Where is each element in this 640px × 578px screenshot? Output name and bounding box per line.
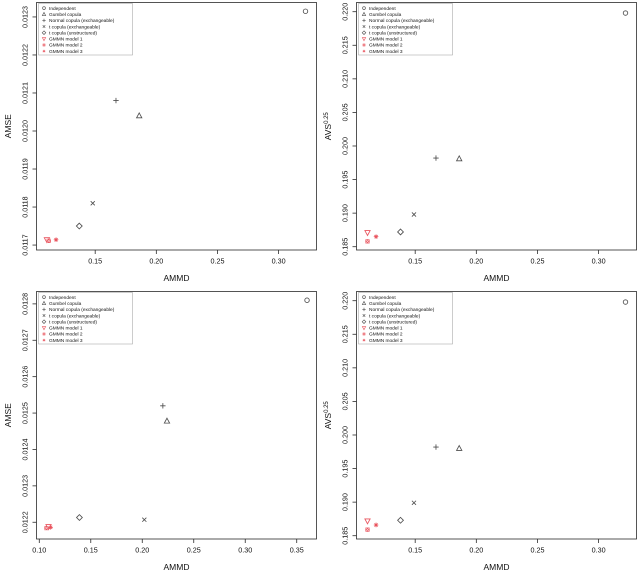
legend-item-7 <box>363 43 403 49</box>
y-tick-label: 0.205 <box>340 103 350 122</box>
legend-item-label: GMMN model 1 <box>49 37 83 43</box>
y-tick-label: 0.215 <box>340 325 350 344</box>
legend-item-8 <box>363 338 403 344</box>
legend-item-label: Independent <box>369 295 396 301</box>
y-tick-label: 0.195 <box>340 459 350 478</box>
legend-item-6 <box>42 326 83 332</box>
legend-item-label: GMMN model 2 <box>369 332 403 338</box>
y-tick-label: 0.185 <box>340 237 350 256</box>
series-gmmn-model-2 <box>47 239 51 243</box>
y-axis-label: AMSE <box>3 114 13 139</box>
legend-item-7 <box>43 43 83 49</box>
panel-top-left <box>0 0 320 289</box>
legend-item-5 <box>362 319 417 325</box>
legend-item-2 <box>362 12 401 18</box>
chart-top-left <box>0 0 320 289</box>
legend-item-label: Gumbel copula <box>369 12 402 18</box>
x-axis <box>32 539 303 555</box>
legend-item-label: t copula (exchangeable) <box>369 25 421 31</box>
legend-item-label: Normal copula (exchangeable) <box>49 308 115 314</box>
y-tick-label: 0.0118 <box>20 196 30 218</box>
legend-item-label: Independent <box>49 295 76 301</box>
legend <box>359 293 453 345</box>
y-tick-label: 0.0128 <box>20 292 30 315</box>
x-tick-label: 0.15 <box>83 545 98 555</box>
x-tick-label: 0.10 <box>32 545 47 555</box>
legend-item-label: t copula (unstructured) <box>369 320 417 326</box>
x-axis-label: AMMD <box>483 562 510 572</box>
legend-item-label: Independent <box>369 6 396 12</box>
legend-item-8 <box>363 49 403 55</box>
y-axis-label: $AVS^{0.25}$ <box>323 401 333 430</box>
legend-item-label: Normal copula (exchangeable) <box>369 308 435 314</box>
y-axis-label: AMSE <box>3 403 13 428</box>
legend-item-label: Gumbel copula <box>49 12 82 18</box>
x-axis <box>408 250 605 266</box>
chart-bottom-left <box>0 289 320 578</box>
legend-item-label: t copula (unstructured) <box>49 320 97 326</box>
x-tick-label: 0.35 <box>289 545 304 555</box>
legend-item-4 <box>43 24 101 30</box>
x-axis <box>408 539 605 555</box>
legend-item-label: Normal copula (exchangeable) <box>49 19 115 25</box>
x-tick-label: 0.25 <box>210 256 225 266</box>
legend-item-3 <box>362 18 434 24</box>
x-tick-label: 0.20 <box>469 256 484 266</box>
legend-item-label: GMMN model 3 <box>369 338 403 344</box>
y-tick-label: 0.0122 <box>20 511 30 534</box>
x-tick-label: 0.30 <box>238 545 253 555</box>
legend-item-8 <box>43 338 83 344</box>
x-tick-label: 0.25 <box>186 545 201 555</box>
legend-item-5 <box>42 319 97 325</box>
legend-item-2 <box>42 12 81 18</box>
legend-item-3 <box>42 307 114 313</box>
legend-item-label: GMMN model 1 <box>369 37 403 43</box>
y-tick-label: 0.0122 <box>20 43 30 66</box>
y-axis <box>341 3 357 256</box>
series-gmmn-model-2 <box>365 239 369 243</box>
legend-item-label: GMMN model 3 <box>49 49 83 55</box>
legend-item-label: GMMN model 1 <box>369 326 403 332</box>
y-tick-label: 0.220 <box>340 2 350 21</box>
chart-top-right <box>320 0 640 289</box>
y-tick-label: 0.200 <box>340 136 350 155</box>
legend-item-4 <box>363 313 421 319</box>
y-tick-label: 0.0117 <box>20 234 30 256</box>
y-tick-label: 0.195 <box>340 170 350 189</box>
x-tick-label: 0.20 <box>135 545 150 555</box>
y-tick-label: 0.210 <box>340 358 350 377</box>
y-tick-label: 0.0127 <box>20 329 30 352</box>
legend-item-label: t copula (unstructured) <box>49 31 97 37</box>
y-tick-label: 0.0125 <box>20 402 30 425</box>
legend-item-label: Normal copula (exchangeable) <box>369 19 435 25</box>
legend-item-label: GMMN model 2 <box>49 332 83 338</box>
x-tick-label: 0.30 <box>591 256 606 266</box>
panel-bottom-left <box>0 289 320 578</box>
legend-item-label: Independent <box>49 6 76 12</box>
legend-item-3 <box>42 18 114 24</box>
legend-item-label: t copula (unstructured) <box>369 31 417 37</box>
legend-item-label: GMMN model 2 <box>369 43 403 49</box>
x-tick-label: 0.20 <box>149 256 164 266</box>
series-gmmn-model-2 <box>365 528 369 532</box>
legend-item-label: Gumbel copula <box>49 301 82 307</box>
x-axis-label: AMMD <box>163 562 190 572</box>
legend-item-6 <box>362 326 403 332</box>
legend-item-5 <box>362 30 417 36</box>
x-tick-label: 0.25 <box>530 545 545 555</box>
x-tick-label: 0.15 <box>88 256 103 266</box>
y-tick-label: 0.190 <box>340 493 350 512</box>
legend-item-label: t copula (exchangeable) <box>369 314 421 320</box>
x-tick-label: 0.15 <box>408 256 423 266</box>
y-tick-label: 0.0121 <box>20 81 30 104</box>
legend-item-label: Gumbel copula <box>369 301 402 307</box>
x-tick-label: 0.30 <box>591 545 606 555</box>
panel-bottom-right <box>320 289 640 578</box>
legend-item-label: GMMN model 1 <box>49 326 83 332</box>
y-axis <box>21 293 37 533</box>
y-tick-label: 0.185 <box>340 526 350 545</box>
x-tick-label: 0.25 <box>530 256 545 266</box>
legend-item-label: t copula (exchangeable) <box>49 25 101 31</box>
x-tick-label: 0.30 <box>271 256 286 266</box>
x-tick-label: 0.15 <box>408 545 423 555</box>
y-tick-label: 0.190 <box>340 204 350 223</box>
legend-item-label: GMMN model 3 <box>369 49 403 55</box>
legend <box>39 4 133 56</box>
y-axis <box>21 6 37 256</box>
y-tick-label: 0.200 <box>340 425 350 444</box>
series-gmmn-model-2 <box>44 526 48 530</box>
y-tick-label: 0.0123 <box>20 5 30 28</box>
legend-item-6 <box>42 37 83 43</box>
legend-item-label: t copula (exchangeable) <box>49 314 101 320</box>
legend <box>39 293 133 345</box>
legend-item-label: GMMN model 2 <box>49 43 83 49</box>
y-tick-label: 0.0124 <box>20 438 30 461</box>
x-axis <box>88 250 285 266</box>
legend <box>359 4 453 56</box>
legend-item-4 <box>43 313 101 319</box>
legend-item-7 <box>363 332 403 338</box>
y-tick-label: 0.0126 <box>20 365 30 388</box>
y-tick-label: 0.210 <box>340 69 350 88</box>
y-axis-label: $AVS^{0.25}$ <box>323 112 333 141</box>
x-axis-label: AMMD <box>163 273 190 283</box>
panel-top-right <box>320 0 640 289</box>
legend-item-4 <box>363 24 421 30</box>
legend-item-label: GMMN model 3 <box>49 338 83 344</box>
y-tick-label: 0.220 <box>340 291 350 310</box>
legend-item-2 <box>362 301 401 307</box>
legend-item-7 <box>43 332 83 338</box>
y-tick-label: 0.0123 <box>20 474 30 497</box>
x-axis-label: AMMD <box>483 273 510 283</box>
legend-item-8 <box>43 49 83 55</box>
y-axis <box>341 292 357 545</box>
legend-item-5 <box>42 30 97 36</box>
x-tick-label: 0.20 <box>469 545 484 555</box>
y-tick-label: 0.215 <box>340 36 350 55</box>
chart-bottom-right <box>320 289 640 578</box>
legend-item-6 <box>362 37 403 43</box>
y-tick-label: 0.205 <box>340 392 350 411</box>
legend-item-2 <box>42 301 81 307</box>
y-tick-label: 0.0119 <box>20 158 30 180</box>
legend-item-3 <box>362 307 434 313</box>
y-tick-label: 0.0120 <box>20 120 30 142</box>
